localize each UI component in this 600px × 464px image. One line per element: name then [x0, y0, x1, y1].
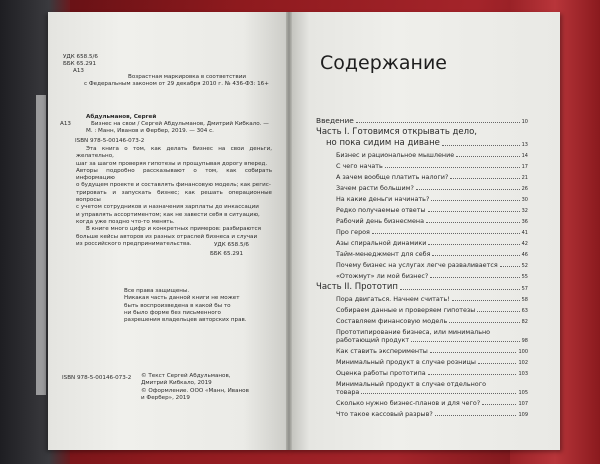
abstract-line: когда уже поздно что-то менять. [76, 218, 175, 225]
abstract-line: из российского предпринимательства. [76, 240, 192, 247]
toc-leader-dots [428, 374, 517, 375]
author-mark: A13 [73, 68, 84, 74]
age-rating-line-2: с Федеральным законом от 29 декабря 2010 г. № 436-ФЗ: 16+ [84, 81, 269, 87]
toc-leader-dots [416, 189, 520, 190]
copyright-notice [141, 373, 249, 402]
toc-leader-dots [428, 244, 519, 245]
toc-leader-dots [411, 341, 519, 342]
toc-entry-label: Рабочий день бизнесмена [336, 216, 425, 225]
toc-entry-label: На какие деньги начинать? [336, 194, 430, 203]
toc-page-number: 63 [521, 307, 528, 314]
toc-entry [316, 214, 528, 225]
toc-leader-dots [426, 222, 520, 223]
toc-page-number: 17 [521, 163, 528, 170]
toc-page-number: 14 [521, 152, 528, 159]
toc-entry-label: «Отожмут» ли мой бизнес? [336, 271, 429, 280]
toc-entry-label: но пока сидим на диване [326, 137, 440, 148]
toc-page-number: 100 [518, 348, 528, 355]
toc-leader-dots [450, 178, 519, 179]
toc-entry-label: А зачем вообще платить налоги? [336, 172, 449, 181]
toc-entry-label: Составляем финансовую модель [336, 316, 448, 325]
table-of-contents [316, 113, 528, 418]
abstract-line: В книге много цифр и конкретных примеров: разбираются [86, 226, 261, 233]
toc-entry-label: Собираем данные и проверяем гипотезы [336, 305, 476, 314]
toc-entry-label: товара [336, 387, 360, 396]
toc-entry [316, 366, 528, 377]
bibliographic-line-1: Бизнес на свои / Сергей Абдульманов, Дмитрий Кибкало. — [91, 121, 269, 127]
toc-entry [316, 269, 528, 280]
abstract-line: больше кейсы авторов из разных отраслей бизнеса и случаи [76, 233, 258, 240]
toc-entry-label: Как ставить эксперименты [336, 346, 428, 355]
toc-leader-dots [431, 200, 519, 201]
abstract-line: Эта книга о том, как делать бизнес на свои деньги, желательно, [76, 146, 272, 160]
toc-page-number: 109 [518, 411, 528, 418]
toc-entry [316, 137, 528, 148]
toc-entry-label: Азы спиральной динамики [336, 238, 427, 247]
abstract-line: шаг за шагом проверяя гипотезы и прощупывая дорогу вперед. [76, 160, 268, 167]
toc-page-number: 32 [521, 207, 528, 214]
toc-entry-label: Редко получаемые ответы [336, 205, 426, 214]
copyright-line: и Фербер», 2019 [141, 394, 190, 401]
toc-page-number: 107 [518, 400, 528, 407]
toc-entry [316, 247, 528, 258]
toc-entry [316, 280, 528, 292]
toc-leader-dots [356, 122, 520, 123]
toc-leader-dots [400, 289, 520, 290]
toc-page-number: 55 [521, 273, 528, 280]
toc-page-number: 105 [518, 389, 528, 396]
abstract-line: Авторы подробно рассказывают о том, как собирать информацию [76, 167, 272, 182]
copyright-line: © Текст Сергей Абдульманов, [141, 373, 231, 379]
toc-entry [316, 325, 528, 336]
udk-code: УДК 658.5/6 [63, 54, 98, 60]
toc-entry-label: Зачем расти большим? [336, 183, 414, 192]
toc-entry [316, 314, 528, 325]
isbn: ISBN 978-5-00146-073-2 [75, 138, 145, 144]
toc-leader-dots [432, 255, 519, 256]
toc-entry-label: Сколько нужно бизнес-планов и для чего? [336, 398, 481, 407]
toc-page-number: 46 [521, 251, 528, 258]
udk-code-bottom: УДК 658.5/6 [214, 242, 249, 248]
toc-page-number: 30 [521, 196, 528, 203]
toc-entry [316, 225, 528, 236]
toc-leader-dots [385, 167, 520, 168]
toc-leader-dots [500, 266, 520, 267]
book-abstract [76, 146, 272, 248]
rights-notice [124, 288, 264, 324]
toc-entry [316, 203, 528, 214]
toc-entry-label: Прототипирование бизнеса, или минимально [336, 327, 491, 336]
toc-entry [316, 292, 528, 303]
copyright-line: © Оформление. ООО «Манн, Иванов [141, 387, 249, 394]
toc-leader-dots [478, 363, 517, 364]
rights-line: Никакая часть данной книги не может [124, 295, 240, 302]
rights-line: ни было форме без письменного [124, 309, 221, 316]
toc-entry [316, 407, 528, 418]
abstract-line: с учетом сотрудников и назначения зарплаты до инкассации [76, 204, 259, 211]
toc-page-number: 57 [521, 285, 528, 292]
toc-leader-dots [442, 145, 520, 146]
toc-entry [316, 113, 528, 125]
toc-entry-label: Часть II. Прототип [316, 281, 398, 292]
toc-entry [316, 236, 528, 247]
toc-leader-dots [477, 311, 519, 312]
toc-page-number: 26 [521, 185, 528, 192]
toc-entry [316, 303, 528, 314]
toc-leader-dots [435, 415, 517, 416]
toc-leader-dots [372, 233, 520, 234]
abstract-line: о будущем проекте и составлять финансовую модель; как регис- [76, 182, 271, 189]
rights-line: Все права защищены. [124, 288, 190, 294]
toc-entry-label: Бизнес и рациональное мышление [336, 150, 455, 159]
bbk-code: ББК 65.291 [63, 61, 96, 67]
toc-entry-label: Пора двигаться. Начнем считать! [336, 294, 450, 303]
toc-entry-label: Оценка работы прототипа [336, 368, 426, 377]
white-book-spine [36, 95, 46, 395]
toc-entry [316, 388, 528, 396]
toc-page-number: 41 [521, 229, 528, 236]
toc-leader-dots [449, 322, 519, 323]
toc-entry-label: Часть I. Готовимся открывать дело, [316, 126, 477, 137]
age-rating-line-1: Возрастная маркировка в соответствии [128, 74, 246, 80]
toc-entry [316, 148, 528, 159]
toc-entry [316, 170, 528, 181]
toc-entry-label: Почему бизнес на услугах легче разваливается [336, 260, 498, 269]
toc-page-number: 21 [521, 174, 528, 181]
toc-page-number: 13 [521, 141, 528, 148]
toc-page-number: 36 [521, 218, 528, 225]
toc-entry-label: С чего начать [336, 161, 383, 170]
toc-entry [316, 125, 528, 137]
isbn-bottom: ISBN 978-5-00146-073-2 [62, 375, 132, 381]
abstract-line: и управлять ассортиментом; как не завести себя в ситуацию, [76, 211, 260, 218]
bbk-code-bottom: ББК 65.291 [210, 251, 243, 257]
toc-page-number: 98 [521, 337, 528, 344]
toc-entry [316, 336, 528, 344]
toc-entry-label: Введение [316, 115, 354, 125]
toc-entry-label: Что такое кассовый разрыв? [336, 409, 433, 418]
toc-entry [316, 258, 528, 269]
toc-leader-dots [430, 352, 517, 353]
toc-page-number: 82 [521, 318, 528, 325]
rights-line: быть воспроизведена в какой бы то [124, 302, 231, 309]
toc-entry-label: Тайм-менеджмент для себя [336, 249, 431, 258]
abstract-line: трировать и запускать бизнес; как решать операционные вопросы [76, 189, 272, 204]
toc-leader-dots [361, 393, 516, 394]
toc-leader-dots [482, 404, 516, 405]
toc-entry [316, 181, 528, 192]
toc-page-number: 58 [521, 296, 528, 303]
rights-line: разрешения владельцев авторских прав. [124, 317, 247, 324]
toc-leader-dots [456, 156, 519, 157]
toc-page-number: 103 [518, 370, 528, 377]
toc-entry [316, 192, 528, 203]
author-heading: Абдульманов, Сергей [86, 114, 157, 120]
toc-leader-dots [452, 300, 520, 301]
toc-page-number: 42 [521, 240, 528, 247]
toc-entry-label: Про героя [336, 227, 370, 236]
toc-page-number: 52 [521, 262, 528, 269]
toc-page-number: 102 [518, 359, 528, 366]
toc-entry [316, 396, 528, 407]
author-mark-margin: A13 [60, 121, 71, 127]
toc-entry [316, 355, 528, 366]
bibliographic-line-2: М. : Манн, Иванов и Фербер, 2019. — 304 с. [86, 128, 214, 134]
toc-entry [316, 377, 528, 388]
toc-page-number: 10 [521, 118, 528, 125]
toc-leader-dots [428, 211, 520, 212]
book-gutter [286, 12, 292, 450]
toc-entry-label: Минимальный продукт в случае отдельного [336, 379, 486, 388]
copyright-line: Дмитрий Кибкало, 2019 [141, 380, 212, 387]
toc-entry [316, 344, 528, 355]
toc-leader-dots [430, 277, 519, 278]
toc-entry-label: Минимальный продукт в случае розницы [336, 357, 476, 366]
toc-entry-label: работающий продукт [336, 335, 410, 344]
toc-entry [316, 159, 528, 170]
toc-title: Содержание [320, 52, 447, 74]
